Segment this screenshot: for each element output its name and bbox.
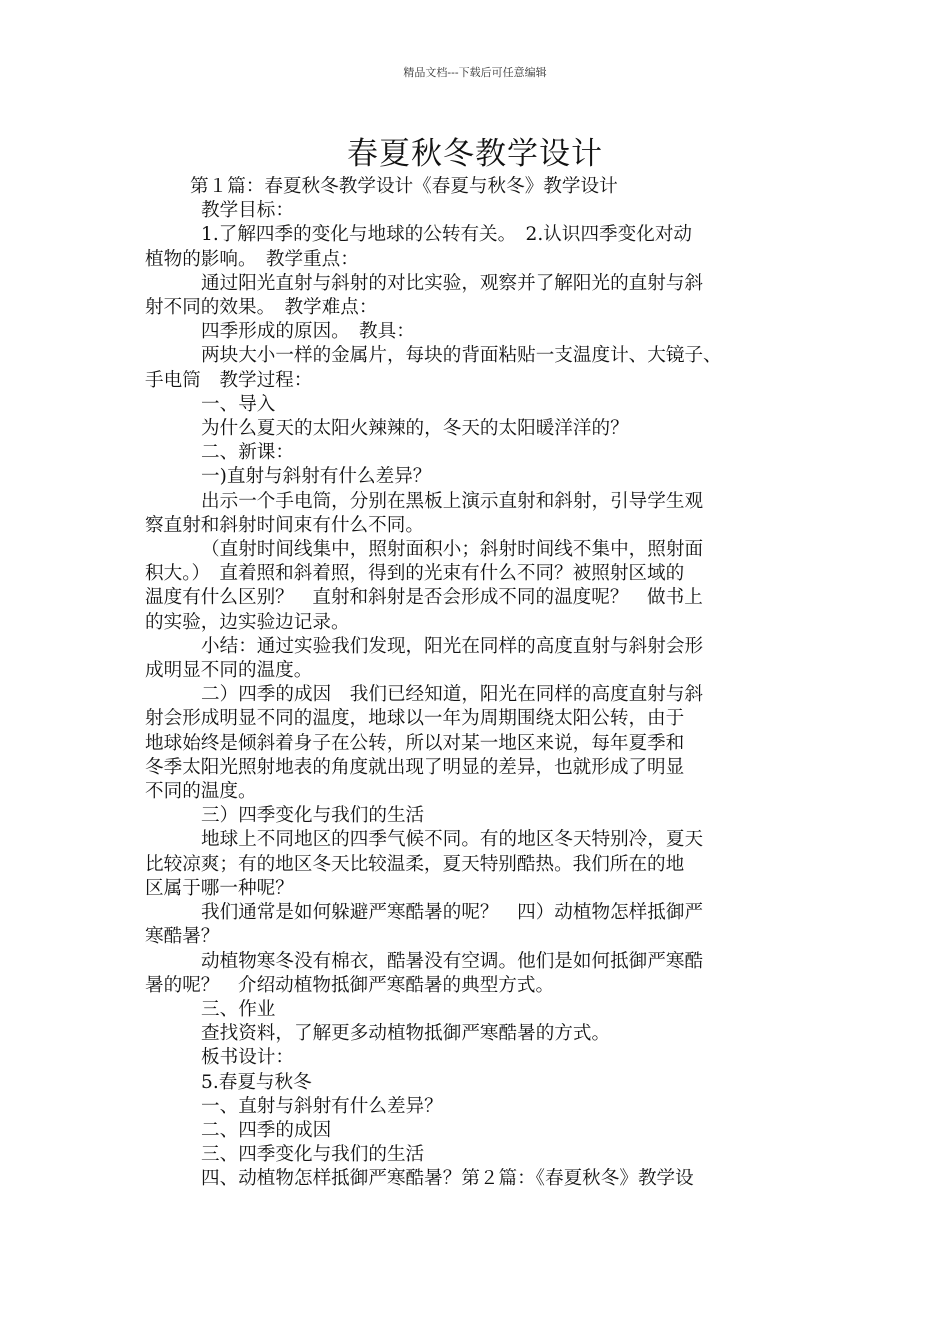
paragraph-line: 射不同的效果。 教学难点： (145, 297, 378, 319)
paragraph-line: 二、新课： (201, 442, 294, 464)
paragraph-line: 四、动植物怎样抵御严寒酷暑？第２篇：《春夏秋冬》教学设 (201, 1168, 694, 1190)
document-body (145, 175, 817, 1192)
paragraph-line: 一)直射与斜射有什么差异？ (201, 466, 432, 488)
paragraph-line: 不同的温度。 (145, 781, 257, 803)
paragraph-line: 出示一个手电筒，分别在黑板上演示直射和斜射，引导学生观 (201, 490, 704, 512)
paragraph-line: 我们通常是如何躲避严寒酷暑的呢？ 四）动植物怎样抵御严 (201, 902, 704, 924)
section-heading: 第１篇：春夏秋冬教学设计《春夏与秋冬》教学设计 (190, 176, 618, 197)
paragraph-line: 二）四季的成因 我们已经知道，阳光在同样的高度直射与斜 (201, 684, 704, 706)
paragraph-line: 比较凉爽；有的地区冬天比较温柔，夏天特别酷热。我们所在的地 (145, 853, 685, 875)
paragraph-line: 四季形成的原因。 教具： (201, 321, 415, 343)
paragraph-line: 察直射和斜射时间束有什么不同。 (145, 514, 424, 536)
paragraph-line: 地球始终是倾斜着身子在公转，所以对某一地区来说，每年夏季和 (145, 732, 685, 754)
paragraph-line: 板书设计： (201, 1047, 294, 1069)
paragraph-line: 射会形成明显不同的温度，地球以一年为周期围绕太阳公转，由于 (145, 708, 685, 730)
document-title: 春夏秋冬教学设计 (347, 136, 603, 172)
paragraph-line: 冬季太阳光照射地表的角度就出现了明显的差异，也就形成了明显 (145, 756, 685, 778)
paragraph-line: 三）四季变化与我们的生活 (201, 805, 425, 827)
paragraph-line: 暑的呢？ 介绍动植物抵御严寒酷暑的典型方式。 (145, 974, 555, 996)
paragraph-line: 三、四季变化与我们的生活 (201, 1144, 425, 1166)
paragraph-line: 查找资料，了解更多动植物抵御严寒酷暑的方式。 (201, 1023, 611, 1045)
paragraph-line: 5.春夏与秋冬 (201, 1071, 312, 1093)
paragraph-line: 寒酷暑？ (145, 926, 220, 948)
paragraph-line: 植物的影响。 教学重点： (145, 248, 359, 270)
paragraph-line: 三、作业 (201, 998, 276, 1020)
paragraph-line: 手电筒 教学过程： (145, 369, 313, 391)
paragraph-line: 动植物寒冬没有棉衣，酷暑没有空调。他们是如何抵御严寒酷 (201, 950, 704, 972)
paragraph-line: 区属于哪一种呢？ (145, 877, 294, 899)
paragraph-line: 通过阳光直射与斜射的对比实验，观察并了解阳光的直射与斜 (201, 272, 704, 294)
paragraph-line: 温度有什么区别？ 直射和斜射是否会形成不同的温度呢？ 做书上 (145, 587, 703, 609)
paragraph-line: 一、直射与斜射有什么差异？ (201, 1095, 443, 1117)
paragraph-line: 为什么夏天的太阳火辣辣的，冬天的太阳暖洋洋的？ (201, 418, 629, 440)
paragraph-line: （直射时间线集中，照射面积小；斜射时间线不集中，照射面 (201, 539, 704, 561)
header-note: 精品文档---下载后可任意编辑 (403, 66, 547, 79)
paragraph-line: 成明显不同的温度。 (145, 660, 313, 682)
paragraph-line: 一、导入 (201, 393, 276, 415)
paragraph-line: 教学目标： (201, 200, 294, 222)
paragraph-line: 两块大小一样的金属片，每块的背面粘贴一支温度计、大镜子、 (201, 345, 722, 367)
paragraph-line: 积大。） 直着照和斜着照，得到的光束有什么不同？被照射区域的 (145, 563, 685, 585)
paragraph-line: 二、四季的成因 (201, 1119, 332, 1141)
paragraph-line: 1.了解四季的变化与地球的公转有关。 2.认识四季变化对动 (201, 224, 693, 246)
paragraph-line: 的实验，边实验边记录。 (145, 611, 350, 633)
paragraph-line: 小结：通过实验我们发现，阳光在同样的高度直射与斜射会形 (201, 635, 704, 657)
paragraph-line: 地球上不同地区的四季气候不同。有的地区冬天特别冷，夏天 (201, 829, 704, 851)
